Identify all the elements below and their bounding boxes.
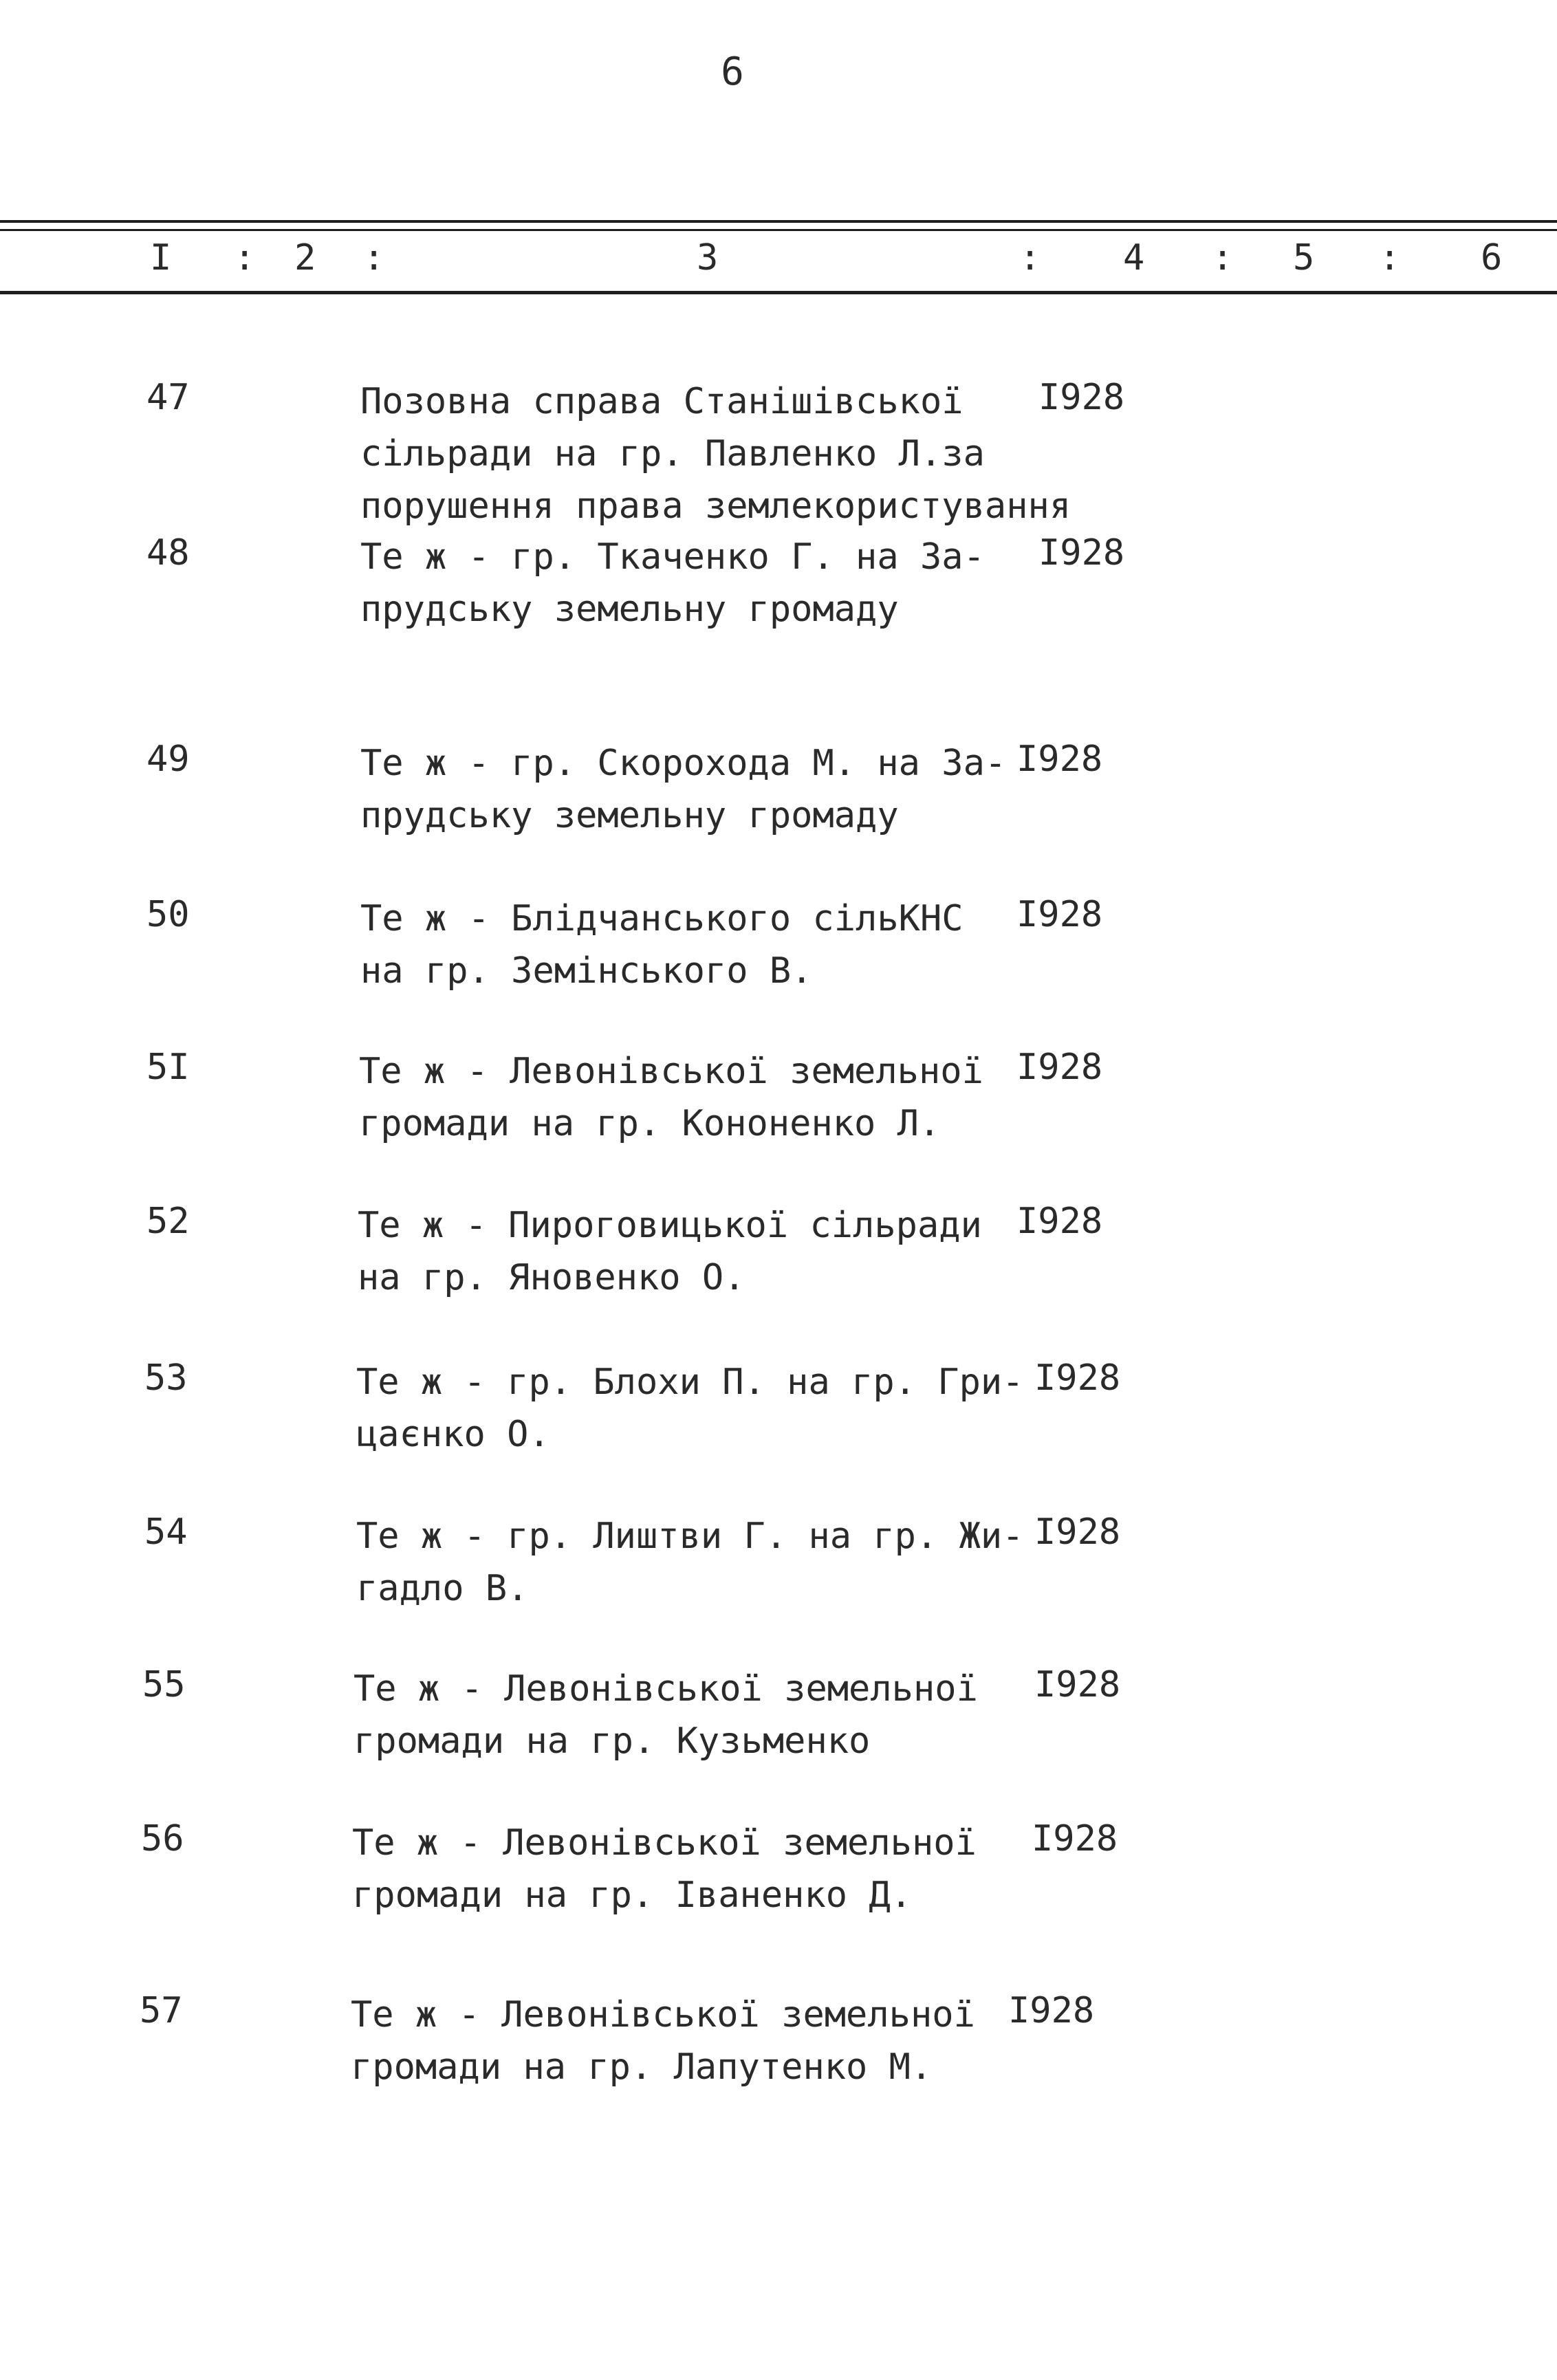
entry-year: I928 [1034,1511,1121,1553]
page-number: 6 [721,50,744,94]
header-col-1: I [150,237,172,279]
entry-number: 52 [146,1201,190,1242]
entry-year: I928 [1016,1201,1103,1242]
entry-number: 47 [146,377,190,418]
header-separator: : [1019,237,1041,279]
entry-number: 53 [144,1357,188,1399]
entry-description: Те ж - Левонівської земельної громади на гр. Лапутенко М. [351,1994,975,2088]
header-separator: : [1212,237,1234,279]
entry-number: 57 [140,1990,183,2031]
entry-year: I928 [1008,1990,1095,2031]
entry-year: I928 [1034,1664,1121,1705]
table-header [0,237,1557,285]
entry-number: 55 [142,1664,186,1705]
entry-year: I928 [1038,377,1125,418]
header-col-3: 3 [697,237,719,279]
entry-number: 56 [141,1818,184,1859]
entry-number: 48 [146,532,190,574]
entry-number: 49 [146,739,190,780]
entry-description: Те ж - Левонівської земельної громади на гр. Іваненко Д. [352,1822,977,1916]
entry-description: Те ж - Левонівської земельної громади на гр. Кузьменко [353,1668,978,1762]
entry-number: 5I [146,1047,190,1088]
header-col-2: 2 [294,237,316,279]
entry-description: Те ж - гр. Скорохода М. на За- прудську земельну громаду [360,743,1007,836]
entry-year: I928 [1016,894,1103,935]
entry-description: Те ж - Пироговицької сільради на гр. Яновенко О. [358,1205,982,1298]
entry-year: I928 [1038,532,1125,574]
entry-description: Те ж - гр. Блохи П. на гр. Гри- цаєнко О. [356,1362,1024,1455]
entry-description: Те ж - Левонівської земельної громади на гр. Кононенко Л. [359,1051,983,1144]
header-top-rule [0,220,1557,223]
header-top-rule-second [0,229,1557,231]
entry-number: 54 [144,1511,188,1553]
header-separator: : [1379,237,1401,279]
header-col-4: 4 [1123,237,1145,279]
entry-description: Позовна справа Станішівської сільради на гр. Павленко Л.за порушення права землекористування [360,381,1071,527]
header-separator: : [363,237,385,279]
header-col-5: 5 [1293,237,1315,279]
entry-year: I928 [1016,739,1103,780]
entry-year: I928 [1032,1818,1118,1859]
entry-year: I928 [1016,1047,1103,1088]
entry-description: Те ж - гр. Ткаченко Г. на За- прудську земельну громаду [360,536,985,630]
header-col-6: 6 [1481,237,1503,279]
entry-number: 50 [146,894,190,935]
header-separator: : [234,237,256,279]
header-bottom-rule [0,291,1557,294]
entry-year: I928 [1034,1357,1121,1399]
entry-description: Те ж - гр. Лиштви Г. на гр. Жи- гадло В. [356,1516,1024,1609]
entry-description: Те ж - Блідчанського сільКНС на гр. Земінського В. [360,898,963,992]
